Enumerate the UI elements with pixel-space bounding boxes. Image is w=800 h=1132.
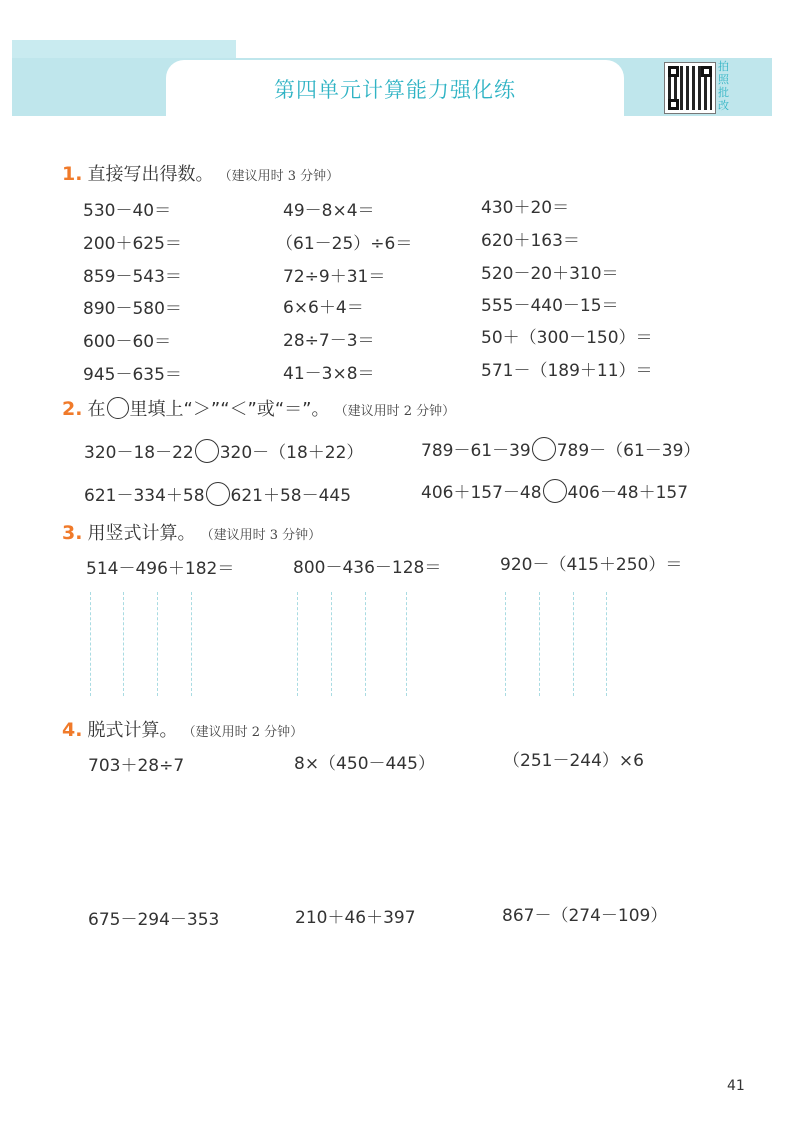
qr-code-icon[interactable]	[664, 62, 716, 114]
section-1-heading	[62, 160, 339, 186]
oral-problem: 200＋625＝	[83, 234, 182, 254]
compare-item	[421, 436, 700, 463]
oral-problem: 600－60＝	[83, 332, 172, 352]
oral-problem: 49－8×4＝	[283, 201, 375, 221]
stepwise-problem: 8×（450－445）	[294, 754, 435, 774]
section-title: 用竖式计算。	[87, 523, 196, 544]
compare-right: 406－48＋157	[567, 483, 689, 503]
oral-problem: 50＋（300－150）＝	[481, 328, 653, 348]
answer-circle[interactable]	[195, 439, 219, 463]
time-hint: （建议用时 2 分钟）	[182, 725, 304, 740]
vertical-calc-problem: 514－496＋182＝	[86, 559, 235, 579]
section-title: 直接写出得数。	[87, 164, 214, 185]
oral-problem: 72÷9＋31＝	[283, 267, 386, 287]
section-title-part-b: 里填上“＞”“＜”或“＝”。	[129, 399, 330, 420]
section-number: 1.	[62, 163, 83, 185]
time-hint: （建议用时 3 分钟）	[218, 169, 340, 184]
section-number: 4.	[62, 719, 83, 741]
compare-left: 406＋157－48	[421, 483, 542, 503]
header-tab-decoration	[12, 40, 236, 60]
oral-problem: （61－25）÷6＝	[276, 234, 413, 254]
section-3-heading	[62, 519, 321, 545]
stepwise-problem: 675－294－353	[88, 910, 220, 930]
compare-left: 789－61－39	[421, 441, 531, 461]
answer-circle[interactable]	[543, 479, 567, 503]
compare-item	[421, 478, 688, 505]
time-hint: （建议用时 3 分钟）	[200, 528, 322, 543]
oral-problem: 41－3×8＝	[283, 364, 375, 384]
compare-right: 320－（18＋22）	[219, 443, 364, 463]
section-number: 2.	[62, 398, 83, 420]
compare-right: 621＋58－445	[230, 486, 352, 506]
section-title: 脱式计算。	[87, 720, 178, 741]
section-4-heading	[62, 716, 303, 742]
vertical-calc-problem: 920－（415＋250）＝	[500, 555, 683, 575]
oral-problem: 620＋163＝	[481, 231, 580, 251]
oral-problem: 6×6＋4＝	[283, 298, 364, 318]
circle-icon	[107, 397, 129, 419]
qr-tip-label: 拍照批改	[718, 60, 729, 112]
oral-problem: 28÷7－3＝	[283, 331, 375, 351]
answer-circle[interactable]	[532, 437, 556, 461]
vertical-calc-problem: 800－436－128＝	[293, 558, 442, 578]
section-title-part-a: 在	[87, 399, 106, 420]
oral-problem: 555－440－15＝	[481, 296, 619, 316]
oral-problem: 945－635＝	[83, 365, 182, 385]
stepwise-problem: 210＋46＋397	[295, 908, 416, 928]
stepwise-problem: （251－244）×6	[503, 751, 644, 771]
stepwise-problem: 703＋28÷7	[88, 756, 185, 776]
page-title: 第四单元计算能力强化练	[274, 78, 516, 102]
time-hint: （建议用时 2 分钟）	[334, 404, 456, 419]
oral-problem: 520－20＋310＝	[481, 264, 619, 284]
oral-problem: 571－（189＋11）＝	[481, 361, 653, 381]
compare-left: 320－18－22	[84, 443, 194, 463]
oral-problem: 859－543＝	[83, 267, 182, 287]
section-number: 3.	[62, 522, 83, 544]
oral-problem: 890－580＝	[83, 299, 182, 319]
compare-right: 789－（61－39）	[556, 441, 701, 461]
compare-item	[84, 481, 351, 508]
stepwise-problem: 867－（274－109）	[502, 906, 668, 926]
compare-item	[84, 438, 363, 465]
oral-problem: 530－40＝	[83, 201, 172, 221]
page-number: 41	[727, 1078, 745, 1094]
section-2-heading	[62, 395, 455, 422]
oral-problem: 430＋20＝	[481, 198, 570, 218]
compare-left: 621－334＋58	[84, 486, 205, 506]
answer-circle[interactable]	[206, 482, 230, 506]
